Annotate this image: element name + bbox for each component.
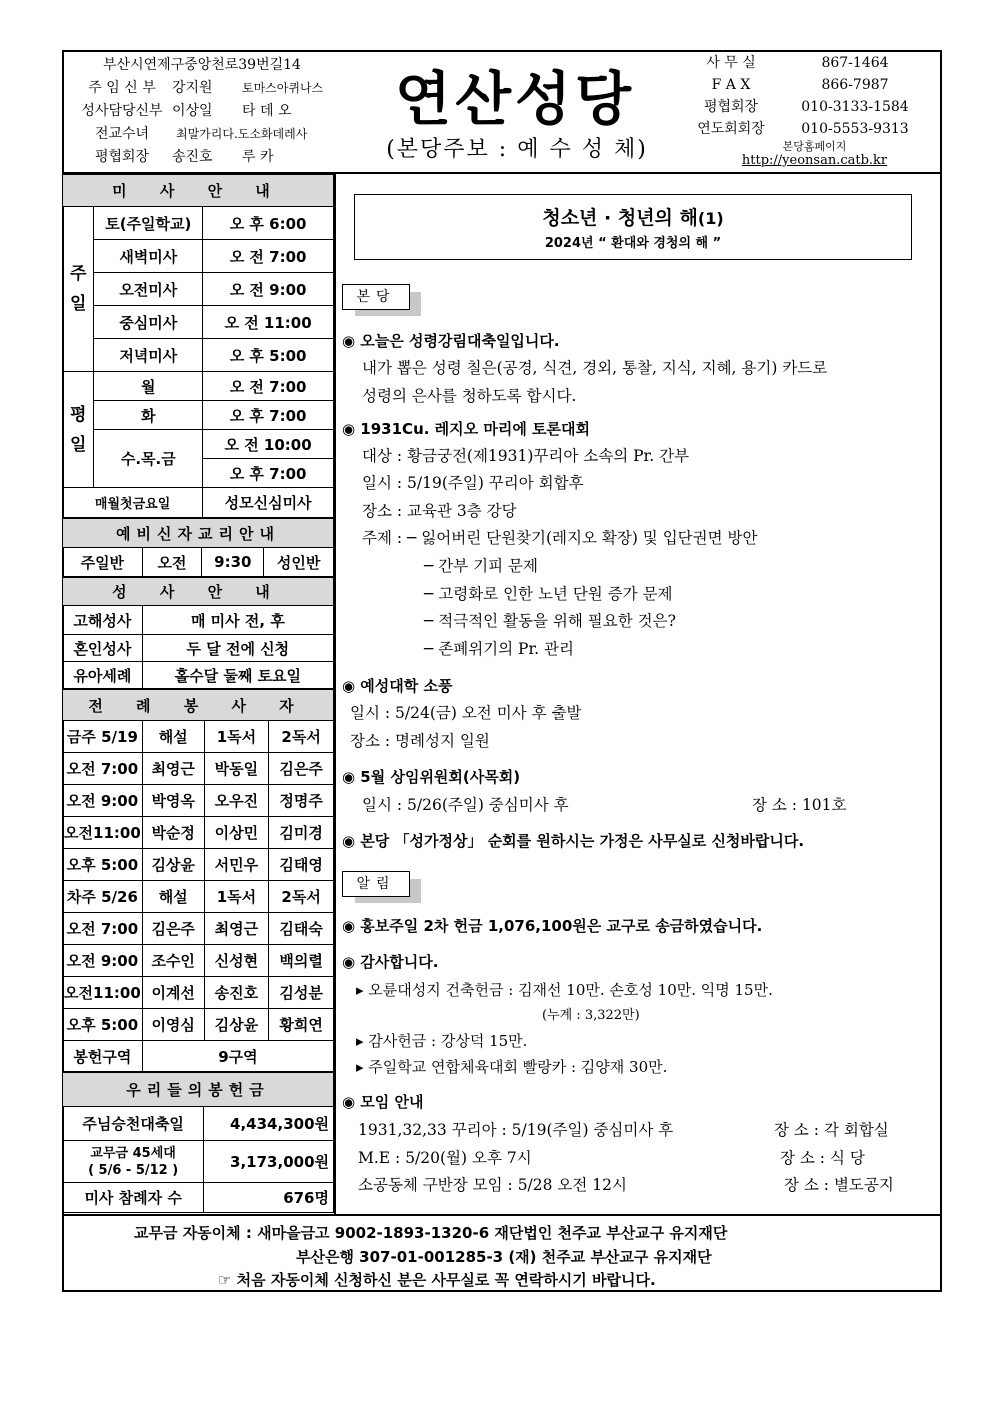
sunday-label: 주일 bbox=[63, 207, 94, 372]
minister-name: 김성분 bbox=[269, 977, 334, 1009]
minister-name: 김상윤 bbox=[142, 849, 204, 881]
catechumen-time: 9:30 bbox=[202, 548, 264, 577]
header bbox=[62, 50, 942, 174]
mass-name: 화 bbox=[94, 401, 203, 430]
contact-notice-line: ☞ 처음 자동이체 신청하신 분은 사무실로 꼭 연락하시기 바랍니다. bbox=[218, 1271, 656, 1289]
staff-baptismal: 타 데 오 bbox=[242, 103, 292, 119]
minister-name: 조수인 bbox=[142, 945, 204, 977]
minister-name: 백의렬 bbox=[269, 945, 334, 977]
parish-item-text: 장소 : 명례성지 일원 bbox=[350, 732, 490, 750]
contact-label: 사 무 실 bbox=[706, 55, 756, 71]
staff-name: 이상일 bbox=[172, 103, 213, 119]
sacrament-info: 매 미사 전, 후 bbox=[142, 606, 333, 635]
meeting-place: 장 소 : 별도공지 bbox=[784, 1176, 894, 1194]
mass-time: 오후 5:00 bbox=[63, 1009, 143, 1041]
offering-amount: 3,173,000원 bbox=[204, 1141, 334, 1183]
parish-item-text: ─ 적극적인 활동을 위해 필요한 것은? bbox=[424, 612, 676, 630]
mass-name: 토(주일학교) bbox=[94, 207, 203, 240]
staff-role: 성사담당신부 bbox=[81, 103, 163, 119]
mass-heading: 미 사 안 내 bbox=[63, 175, 334, 207]
mass-time: 오 후 5:00 bbox=[203, 339, 334, 372]
homepage-link[interactable]: http://yeonsan.catb.kr bbox=[741, 153, 888, 168]
notice-item-text: ▸ 주일학교 연합체육대회 빨랑카 : 김양재 30만. bbox=[356, 1058, 668, 1076]
sacrament-heading: 성 사 안 내 bbox=[63, 578, 334, 606]
table-row bbox=[63, 753, 334, 785]
mass-name: 저녁미사 bbox=[94, 339, 203, 372]
theme-subtitle: 2024년 “ 환대와 경청의 해 ” bbox=[544, 236, 722, 251]
parish-item-text: 일시 : 5/24(금) 오전 미사 후 출발 bbox=[350, 704, 582, 722]
minister-name: 송진호 bbox=[204, 977, 269, 1009]
sacrament-name: 혼인성사 bbox=[63, 635, 143, 662]
sacrament-info: 두 달 전에 신청 bbox=[142, 635, 333, 662]
parish-item-text: 장소 : 교육관 3층 강당 bbox=[362, 502, 517, 520]
mass-time: 오 전 10:00 bbox=[203, 430, 334, 459]
notice-item-heading: ◉ 모임 안내 bbox=[342, 1093, 424, 1111]
mass-time: 오전11:00 bbox=[63, 817, 143, 849]
minister-name: 김태숙 bbox=[269, 913, 334, 945]
minister-name: 최영근 bbox=[142, 753, 204, 785]
table-row bbox=[63, 977, 334, 1009]
attendance-label: 미사 참례자 수 bbox=[63, 1183, 204, 1213]
notice-item-text: ▸ 감사헌금 : 강상덕 15만. bbox=[356, 1032, 528, 1050]
notice-item-heading: ◉ 감사합니다. bbox=[342, 953, 439, 971]
meeting-place: 장 소 : 각 회합실 bbox=[774, 1121, 889, 1139]
parish-tag: 본당 bbox=[342, 284, 410, 310]
table-row bbox=[63, 817, 334, 849]
minister-name: 박동일 bbox=[204, 753, 269, 785]
parish-item-text: ─ 간부 기피 문제 bbox=[424, 557, 538, 575]
weekday-label: 평일 bbox=[63, 372, 94, 488]
mass-time: 오 전 11:00 bbox=[203, 306, 334, 339]
homepage-label: 본당홈페이지 bbox=[782, 140, 847, 153]
mass-name: 중심미사 bbox=[94, 306, 203, 339]
role-header: 1독서 bbox=[204, 721, 269, 753]
sacrament-name: 유아세례 bbox=[63, 662, 143, 689]
mass-time: 오 전 7:00 bbox=[203, 372, 334, 401]
role-header: 1독서 bbox=[204, 881, 269, 913]
staff-role: 주 임 신 부 bbox=[88, 80, 156, 96]
staff-name: 송진호 bbox=[172, 149, 213, 165]
column-divider bbox=[334, 174, 336, 1214]
meeting-info: 소공동체 구반장 모임 : 5/28 오전 12시 bbox=[358, 1176, 627, 1194]
table-row bbox=[63, 945, 334, 977]
address: 부산시연제구중앙천로39번길14 bbox=[103, 57, 301, 73]
staff-block bbox=[72, 54, 342, 169]
week-label: 금주 5/19 bbox=[63, 721, 143, 753]
staff-role: 평협회장 bbox=[94, 149, 150, 165]
parish-item-heading: ◉ 5월 상임위원회(사목회) bbox=[342, 768, 521, 786]
catechumen-heading: 예비신자교리안내 bbox=[63, 519, 334, 548]
mass-time: 성모신심미사 bbox=[203, 488, 334, 518]
contact-number: 866-7987 bbox=[821, 77, 889, 93]
parish-item-text: 일시 : 5/26(주일) 중심미사 후 bbox=[362, 796, 569, 814]
attendance-count: 676명 bbox=[204, 1183, 334, 1213]
catechumen-day: 주일반 bbox=[63, 548, 143, 577]
staff-name: 강지원 bbox=[172, 80, 213, 96]
offering-zone-value: 9구역 bbox=[142, 1041, 333, 1072]
mass-time: 오 전 9:00 bbox=[203, 273, 334, 306]
role-header: 2독서 bbox=[269, 881, 334, 913]
ministers-heading: 전 례 봉 사 자 bbox=[63, 690, 334, 721]
parish-item-heading: ◉ 본당 「성가정상」 순회를 원하시는 가정은 사무실로 신청바랍니다. bbox=[342, 832, 805, 850]
left-column bbox=[62, 174, 334, 1213]
staff-baptismal: 토마스아퀴나스 bbox=[242, 81, 324, 95]
sacrament-info: 홀수달 둘째 토요일 bbox=[142, 662, 333, 689]
theme-box bbox=[354, 194, 912, 260]
minister-name: 황희연 bbox=[269, 1009, 334, 1041]
minister-name: 박순정 bbox=[142, 817, 204, 849]
minister-name: 서민우 bbox=[204, 849, 269, 881]
mass-time: 오전 9:00 bbox=[63, 945, 143, 977]
parish-item-text: 주제 : ─ 잃어버린 단원찾기(레지오 확장) 및 입단권면 방안 bbox=[362, 529, 758, 547]
footer bbox=[62, 1214, 942, 1292]
parish-item-heading: ◉ 예성대학 소풍 bbox=[342, 677, 453, 695]
offerings-table bbox=[62, 1072, 334, 1213]
mass-time: 오 후 7:00 bbox=[203, 459, 334, 488]
contact-label: F A X bbox=[711, 77, 751, 93]
parish-item-text: ─ 존폐위기의 Pr. 관리 bbox=[424, 640, 574, 658]
mass-time: 오 후 7:00 bbox=[203, 401, 334, 430]
table-row bbox=[63, 785, 334, 817]
parish-item-text: 성령의 은사를 청하도록 합시다. bbox=[362, 387, 577, 405]
sacrament-table bbox=[62, 577, 334, 689]
notice-tag: 알림 bbox=[342, 871, 410, 897]
minister-name: 이상민 bbox=[204, 817, 269, 849]
minister-name: 김상윤 bbox=[204, 1009, 269, 1041]
offering-label: 주님승천대축일 bbox=[63, 1107, 204, 1141]
minister-name: 오우진 bbox=[204, 785, 269, 817]
mass-table bbox=[62, 174, 334, 518]
staff-baptismal: 루 카 bbox=[242, 149, 274, 165]
table-row bbox=[63, 849, 334, 881]
mass-time: 오전11:00 bbox=[63, 977, 143, 1009]
offering-period: ( 5/6 - 5/12 ) bbox=[88, 1162, 179, 1178]
table-row bbox=[63, 1009, 334, 1041]
mass-name: 매월첫금요일 bbox=[63, 488, 203, 518]
mass-name: 월 bbox=[94, 372, 203, 401]
contact-number: 867-1464 bbox=[821, 55, 889, 71]
theme-number: (1) bbox=[697, 209, 724, 228]
auto-transfer-line: 교무금 자동이체 : 새마을금고 9002-1893-1320-6 재단법인 천주교 부산교구 유지재단 bbox=[134, 1224, 728, 1242]
mass-time: 오전 9:00 bbox=[63, 785, 143, 817]
mass-name: 수.목.금 bbox=[94, 430, 203, 488]
parish-item-text: ─ 고령화로 인한 노년 단원 증가 문제 bbox=[424, 585, 673, 603]
week-label: 차주 5/26 bbox=[63, 881, 143, 913]
mass-time: 오후 5:00 bbox=[63, 849, 143, 881]
mass-name: 새벽미사 bbox=[94, 240, 203, 273]
contact-label: 연도회회장 bbox=[697, 121, 765, 137]
parish-item-text: 대상 : 황금궁전(제1931)꾸리아 소속의 Pr. 간부 bbox=[362, 447, 690, 465]
minister-name: 이영심 bbox=[142, 1009, 204, 1041]
parish-item-text: 장 소 : 101호 bbox=[752, 796, 847, 814]
offerings-heading: 우리들의봉헌금 bbox=[63, 1073, 334, 1107]
minister-name: 정명주 bbox=[269, 785, 334, 817]
bulletin-subtitle: (본당주보 : 예 수 성 체) bbox=[386, 137, 648, 162]
sacrament-name: 고해성사 bbox=[63, 606, 143, 635]
mass-time: 오 전 7:00 bbox=[203, 240, 334, 273]
catechumen-class: 성인반 bbox=[264, 548, 334, 577]
parish-item-heading: ◉ 1931Cu. 레지오 마리에 토론대회 bbox=[342, 420, 591, 438]
contact-label: 평협회장 bbox=[703, 99, 759, 115]
minister-name: 박영옥 bbox=[142, 785, 204, 817]
role-header: 해설 bbox=[142, 721, 204, 753]
mass-time: 오 후 6:00 bbox=[203, 207, 334, 240]
catechumen-period: 오전 bbox=[142, 548, 202, 577]
meeting-place: 장 소 : 식 당 bbox=[780, 1149, 865, 1167]
staff-role: 전교수녀 bbox=[94, 126, 150, 142]
minister-name: 신성현 bbox=[204, 945, 269, 977]
bank-account-line: 부산은행 307-01-001285-3 (재) 천주교 부산교구 유지재단 bbox=[296, 1248, 712, 1266]
role-header: 해설 bbox=[142, 881, 204, 913]
parish-item-text: 일시 : 5/19(주일) 꾸리아 회합후 bbox=[362, 474, 584, 492]
notice-item-text: (누계 : 3,322만) bbox=[542, 1008, 640, 1023]
offering-zone-label: 봉헌구역 bbox=[63, 1041, 143, 1072]
parish-item-text: 내가 뽑은 성령 칠은(공경, 식견, 경외, 통찰, 지식, 지혜, 용기) 카드로 bbox=[362, 359, 828, 377]
minister-name: 김태영 bbox=[269, 849, 334, 881]
parish-title: 연산성당 bbox=[394, 65, 636, 133]
catechumen-table bbox=[62, 518, 334, 577]
role-header: 2독서 bbox=[269, 721, 334, 753]
meeting-info: 1931,32,33 꾸리아 : 5/19(주일) 중심미사 후 bbox=[358, 1121, 674, 1139]
parish-item-heading: ◉ 오늘은 성령강림대축일입니다. bbox=[342, 332, 560, 350]
mass-time: 오전 7:00 bbox=[63, 753, 143, 785]
mass-time: 오전 7:00 bbox=[63, 913, 143, 945]
minister-name: 이계선 bbox=[142, 977, 204, 1009]
meeting-info: M.E : 5/20(월) 오후 7시 bbox=[358, 1149, 532, 1167]
minister-name: 김은주 bbox=[142, 913, 204, 945]
contact-number: 010-3133-1584 bbox=[801, 99, 909, 115]
mass-name: 오전미사 bbox=[94, 273, 203, 306]
minister-name: 김은주 bbox=[269, 753, 334, 785]
notice-item-text: ▸ 오륜대성지 건축헌금 : 김재선 10만. 손호성 10만. 익명 15만. bbox=[356, 981, 773, 999]
offering-amount: 4,434,300원 bbox=[204, 1107, 334, 1141]
offering-label: 교무금 45세대 bbox=[90, 1145, 176, 1161]
contact-number: 010-5553-9313 bbox=[801, 121, 909, 137]
table-row bbox=[63, 913, 334, 945]
staff-name: 최말가리다.도소화데레사 bbox=[176, 127, 308, 141]
notice-item-heading: ◉ 홍보주일 2차 헌금 1,076,100원은 교구로 송금하였습니다. bbox=[342, 917, 763, 935]
theme-title: 청소년 · 청년의 해 bbox=[542, 207, 698, 229]
ministers-table bbox=[62, 689, 334, 1072]
minister-name: 김미경 bbox=[269, 817, 334, 849]
contacts-block bbox=[687, 52, 942, 168]
minister-name: 최영근 bbox=[204, 913, 269, 945]
